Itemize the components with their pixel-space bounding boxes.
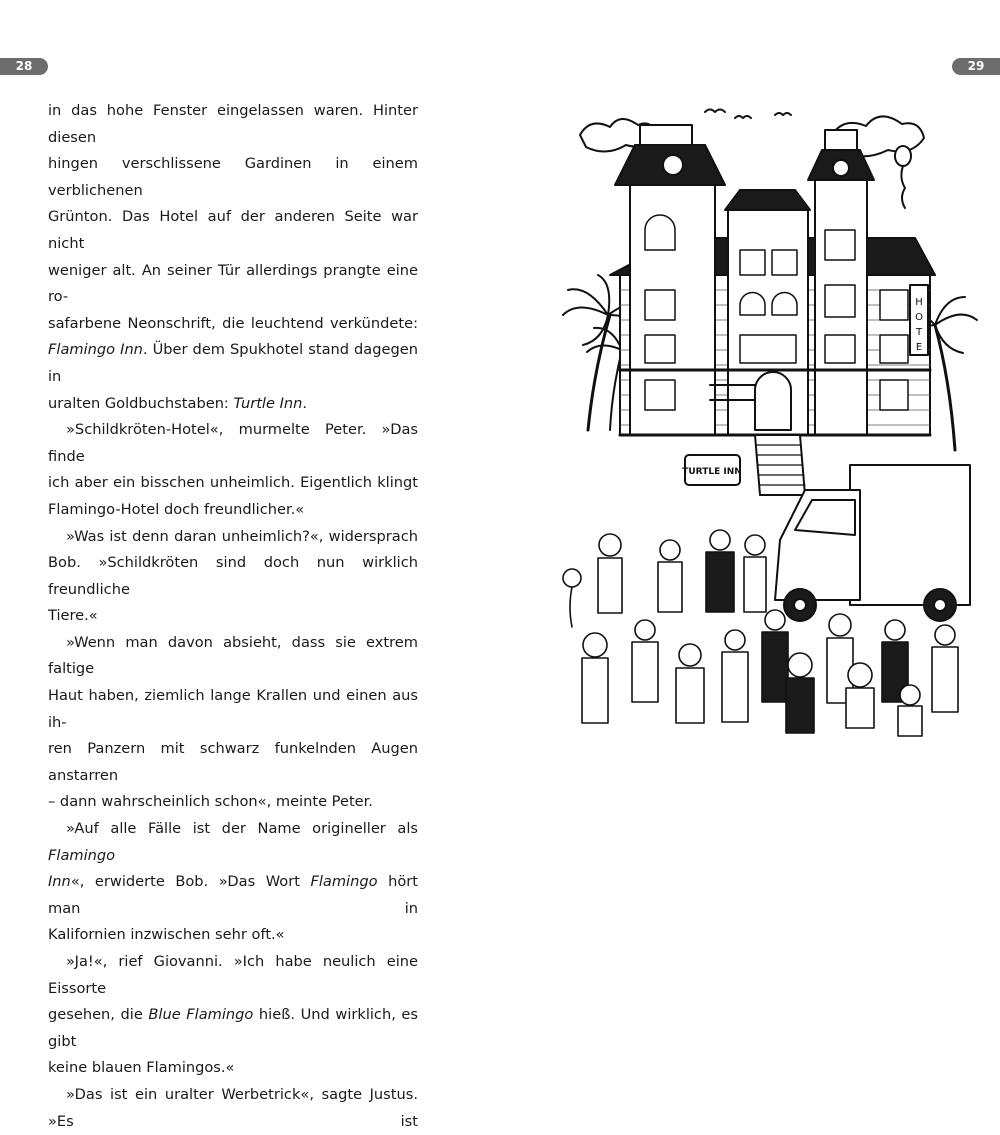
front-stairs <box>755 435 805 495</box>
italic-title: Flamingo <box>310 873 378 891</box>
italic-title: Inn <box>48 873 71 891</box>
text-fragment: . Über dem Spukhotel stand dagegen in <box>48 341 418 385</box>
page-number-left: 28 <box>0 58 48 75</box>
text-line <box>48 816 418 869</box>
hotel-vertical-sign: H <box>915 297 923 308</box>
hotel-building <box>610 125 935 435</box>
text-fragment: hieß. Und wirklich, es gibt <box>48 1006 418 1050</box>
text-line: in das hohe Fenster eingelassen waren. Hinter diesen <box>48 102 418 146</box>
text-line: »Was ist denn daran unheimlich?«, widersprach <box>66 527 418 545</box>
text-line: keine blauen Flamingos.« <box>48 1059 235 1077</box>
hotel-vertical-sign: T <box>915 327 923 338</box>
text-line <box>48 869 418 922</box>
text-line: – dann wahrscheinlich schon«, meinte Peter. <box>48 793 373 811</box>
text-line: »Schildkröten-Hotel«, murmelte Peter. »Das finde <box>48 421 418 465</box>
text-line: Kalifornien inzwischen sehr oft.« <box>48 926 285 944</box>
text-fragment: uralten Goldbuchstaben: <box>48 394 234 412</box>
text-fragment: hört man in <box>48 873 418 917</box>
text-line: weniger alt. An seiner Tür allerdings prangte eine ro- <box>48 261 418 306</box>
text-line: Grünton. Das Hotel auf der anderen Seite war nicht <box>48 208 418 252</box>
page-number-right: 29 <box>952 58 1000 75</box>
text-line <box>48 1002 418 1055</box>
text-fragment: . <box>302 394 308 412</box>
text-line: Bob. »Schildkröten sind doch nun wirklich freundliche <box>48 554 418 598</box>
text-fragment: gesehen, die <box>48 1006 149 1024</box>
text-line: ren Panzern mit schwarz funkelnden Augen anstarren <box>48 740 418 784</box>
hotel-vertical-sign: O <box>915 312 923 323</box>
text-line: Tiere.« <box>48 607 98 625</box>
text-line: ich aber ein bisschen unheimlich. Eigentlich klingt <box>48 474 418 492</box>
text-line: hingen verschlissene Gardinen in einem verblichenen <box>48 155 418 199</box>
hotel-vertical-sign: E <box>915 342 923 353</box>
text-line: »Das ist ein uralter Werbetrick«, sagte Justus. »Es ist <box>48 1085 418 1130</box>
haunted-hotel-illustration <box>560 100 980 740</box>
italic-title: Blue Flamingo <box>148 1006 254 1024</box>
italic-title: Turtle Inn <box>233 394 303 412</box>
turtle-inn-sign <box>682 455 742 485</box>
body-text <box>48 98 418 1135</box>
text-fragment: »Auf alle Fälle ist der Name origineller als <box>66 820 418 838</box>
text-line <box>48 391 418 418</box>
italic-title: Flamingo Inn <box>48 341 143 359</box>
text-line: Flamingo-Hotel doch freundlicher.« <box>48 500 305 518</box>
text-line: »Ja!«, rief Giovanni. »Ich habe neulich eine Eissorte <box>48 953 418 997</box>
turtle-inn-sign-text: TURTLE INN <box>682 467 742 477</box>
text-line: safarbene Neonschrift, die leuchtend verkündete: <box>48 314 418 332</box>
italic-title: Flamingo <box>48 846 116 864</box>
text-line <box>48 337 418 390</box>
text-line: »Wenn man davon absieht, dass sie extrem faltige <box>48 633 418 678</box>
text-line: Haut haben, ziemlich lange Krallen und einen aus ih- <box>48 687 418 731</box>
text-fragment: «, erwiderte Bob. »Das Wort <box>70 873 311 891</box>
